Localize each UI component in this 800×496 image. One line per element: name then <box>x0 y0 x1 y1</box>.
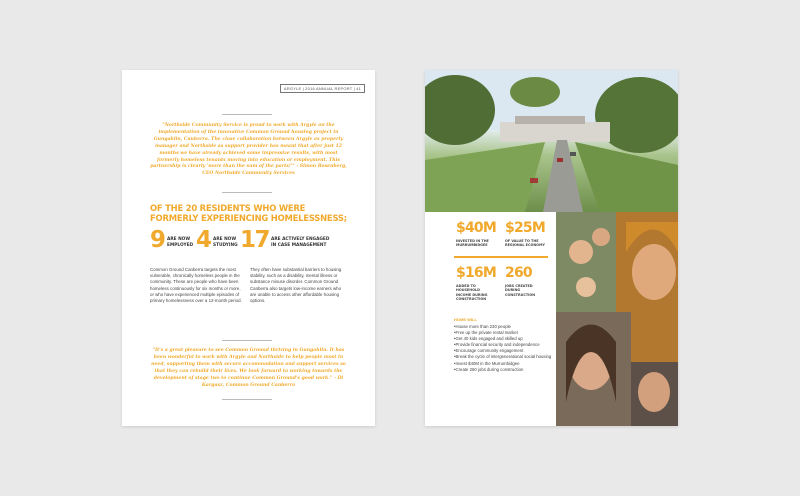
left-page <box>122 70 375 426</box>
list-item: • Encourage community engagement <box>454 348 554 354</box>
stat-value-16m: $16M <box>456 265 496 281</box>
pull-quote-northside: "Northside Community Service is proud to work with Argyle on the implementation of the innovative Common Ground housing project in Gungahlin, Canberra. The close collaboration between Argyle as property manager and Northside as support provider has meant that after just 12 months we have already achieved some impressive results, with most formerly homeless tenants moving into education or employment. This partnership is clearly 'more than the sum of the parts!'" - Simon Rosenberg, CEO Northside Community Services <box>150 123 347 177</box>
page-header-tag: ARGYLE | 2016 ANNUAL REPORT | 41 <box>280 84 365 93</box>
divider-after-quote <box>222 192 272 193</box>
list-item: • Provide financial security and independence <box>454 342 554 348</box>
stat-label-40m: INVESTED IN THE MURRUMBIDGEE <box>456 239 489 248</box>
stat-studying <box>196 227 238 253</box>
portraits-illustration <box>556 212 678 426</box>
stat-label: ARE ACTIVELY ENGAGED IN CASE MANAGEMENT <box>271 237 330 248</box>
divider-top <box>222 114 272 115</box>
resident-portraits-collage <box>556 212 678 426</box>
stat-value-25m: $25M <box>505 220 545 236</box>
stat-number: 9 <box>150 227 166 253</box>
stat-label: ARE NOW EMPLOYED <box>167 237 194 248</box>
section-heading: OF THE 20 RESIDENTS WHO WERE FORMERLY EXPERIENCING HOMELESSNESS; <box>150 203 347 223</box>
list-item: • Free up the private rental market <box>454 330 554 336</box>
divider-bottom <box>222 399 272 400</box>
divider-before-quote <box>222 340 272 341</box>
list-item: • House more than 230 people <box>454 324 554 330</box>
stat-label-16m: ADDED TO HOUSEHOLD INCOME DURING CONSTRUCTION <box>456 284 488 302</box>
stat-label-25m: OF VALUE TO THE REGIONAL ECONOMY <box>505 239 545 248</box>
stat-employed <box>150 227 194 253</box>
body-text-column-1: Common Ground Canberra targets the most vulnerable, chronically homeless people in the community. These are people who have been homeless continuously for six months or more, or who have experienced multiple episodes of primary homelessness over a 12-month period. <box>150 267 242 304</box>
list-item: • Break the cycle of intergenerational social housing <box>454 354 554 360</box>
stat-value-260: 260 <box>505 265 532 281</box>
home-will-heading: HOME WILL <box>454 317 477 322</box>
gold-divider-bar <box>454 256 548 258</box>
stat-number: 4 <box>196 227 212 253</box>
landscape-illustration <box>425 70 678 212</box>
home-will-list <box>454 324 554 373</box>
pull-quote-common-ground: "It's a great pleasure to see Common Ground thriving in Gungahlin. It has been wonderful to work with Argyle and Northside to help people most in need, supporting them with secure accommodation and support services so that they can rebuild their lives. We look forward to working towards the development of stage two to continue Common Ground's good work." - Di Kargasz, Common Ground Canberra <box>151 348 346 388</box>
body-text-column-2: They often have substantial barriers to housing stability, such as a disability, mental illness or substance misuse disorder. Common Ground Canberra also targets low-income earners who are unable to access other affordable housing options. <box>250 267 342 304</box>
stat-label: ARE NOW STUDYING <box>213 237 238 248</box>
list-item: • Get 40 kids engaged and skilled up <box>454 336 554 342</box>
stat-case-management <box>240 227 333 253</box>
right-page <box>425 70 678 426</box>
list-item: • Create 260 jobs during construction <box>454 367 554 373</box>
stat-value-40m: $40M <box>456 220 496 236</box>
hero-development-rendering <box>425 70 678 212</box>
stat-number: 17 <box>240 227 270 253</box>
list-item: • Invest $40M in the Murrumbidgee <box>454 361 554 367</box>
stat-label-260: JOBS CREATED DURING CONSTRUCTION <box>505 284 536 297</box>
